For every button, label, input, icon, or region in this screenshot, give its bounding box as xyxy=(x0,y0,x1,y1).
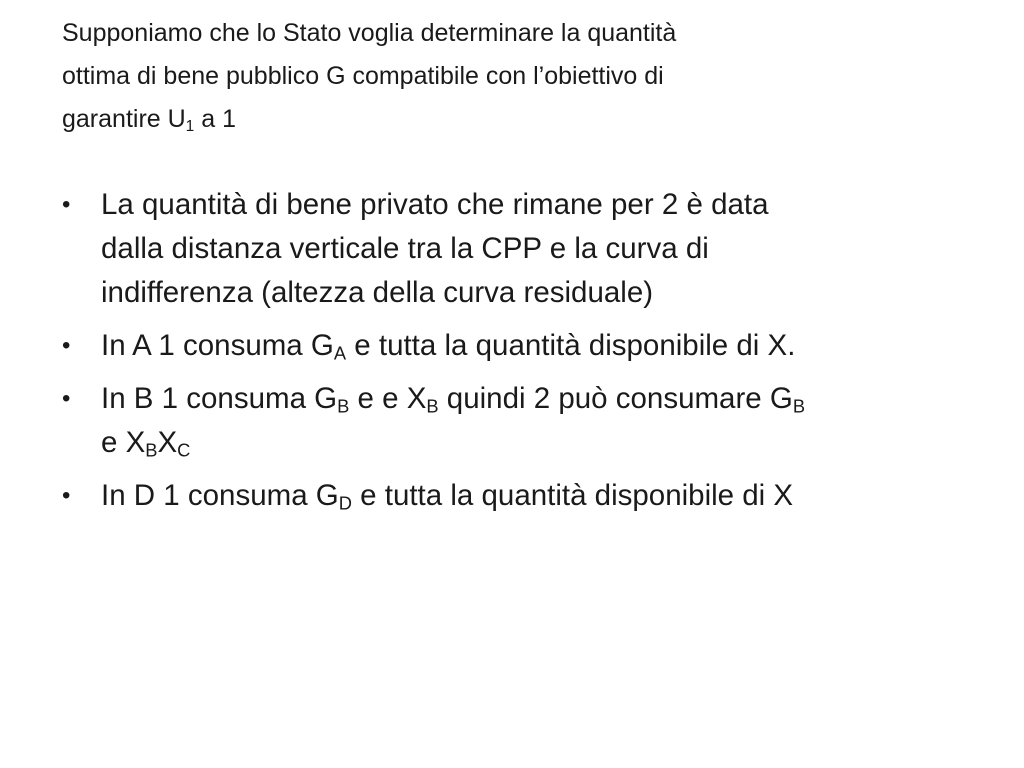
subscript-b: B xyxy=(792,395,806,417)
title-line-3 xyxy=(62,98,962,141)
title-line-3-text: garantire U xyxy=(62,105,186,133)
subscript-b: B xyxy=(145,439,158,461)
bullet-item-3 xyxy=(62,377,982,465)
bullet-3-text-5: X xyxy=(157,426,178,459)
bullet-4-text-1: In D 1 consuma G xyxy=(101,479,339,512)
title-line-1: Supponiamo che lo Stato voglia determinare la quantità xyxy=(62,19,677,47)
bullet-item-1 xyxy=(62,183,982,315)
slide-title xyxy=(62,12,962,141)
bullet-list xyxy=(62,183,982,527)
bullet-2-line-1 xyxy=(101,324,982,368)
title-line-3-end: a 1 xyxy=(194,105,236,133)
subscript-d: D xyxy=(338,492,352,514)
bullet-3-text-2: e e X xyxy=(349,382,427,415)
bullet-1-line-1: La quantità di bene privato che rimane per 2 è data xyxy=(101,188,769,221)
bullet-2-text-1: In A 1 consuma G xyxy=(101,329,334,362)
subscript-b: B xyxy=(426,395,439,417)
bullet-4-line-1 xyxy=(101,474,982,518)
bullet-1-line-2: dalla distanza verticale tra la CPP e la curva di xyxy=(101,232,709,265)
bullet-3-line-1 xyxy=(101,377,982,421)
subscript-a: A xyxy=(333,342,347,364)
bullet-3-text-4: e X xyxy=(101,426,146,459)
bullet-3-text-1: In B 1 consuma G xyxy=(101,382,338,415)
bullet-1-line-3: indifferenza (altezza della curva residuale) xyxy=(101,276,654,309)
subscript-b: B xyxy=(337,395,350,417)
bullet-marker: • xyxy=(62,332,71,359)
bullet-2-text-2: e tutta la quantità disponibile di X. xyxy=(346,329,796,362)
bullet-marker: • xyxy=(62,482,71,509)
bullet-item-2 xyxy=(62,324,982,368)
title-line-2: ottima di bene pubblico G compatibile con l’obiettivo di xyxy=(62,62,664,90)
bullet-marker: • xyxy=(62,191,71,218)
subscript-c: C xyxy=(177,439,191,461)
bullet-3-line-2 xyxy=(101,421,982,465)
bullet-4-text-2: e tutta la quantità disponibile di X xyxy=(351,479,794,512)
bullet-3-text-3: quindi 2 può consumare G xyxy=(438,382,793,415)
subscript-u1: 1 xyxy=(185,117,195,135)
bullet-marker: • xyxy=(62,385,71,412)
bullet-item-4 xyxy=(62,474,982,518)
